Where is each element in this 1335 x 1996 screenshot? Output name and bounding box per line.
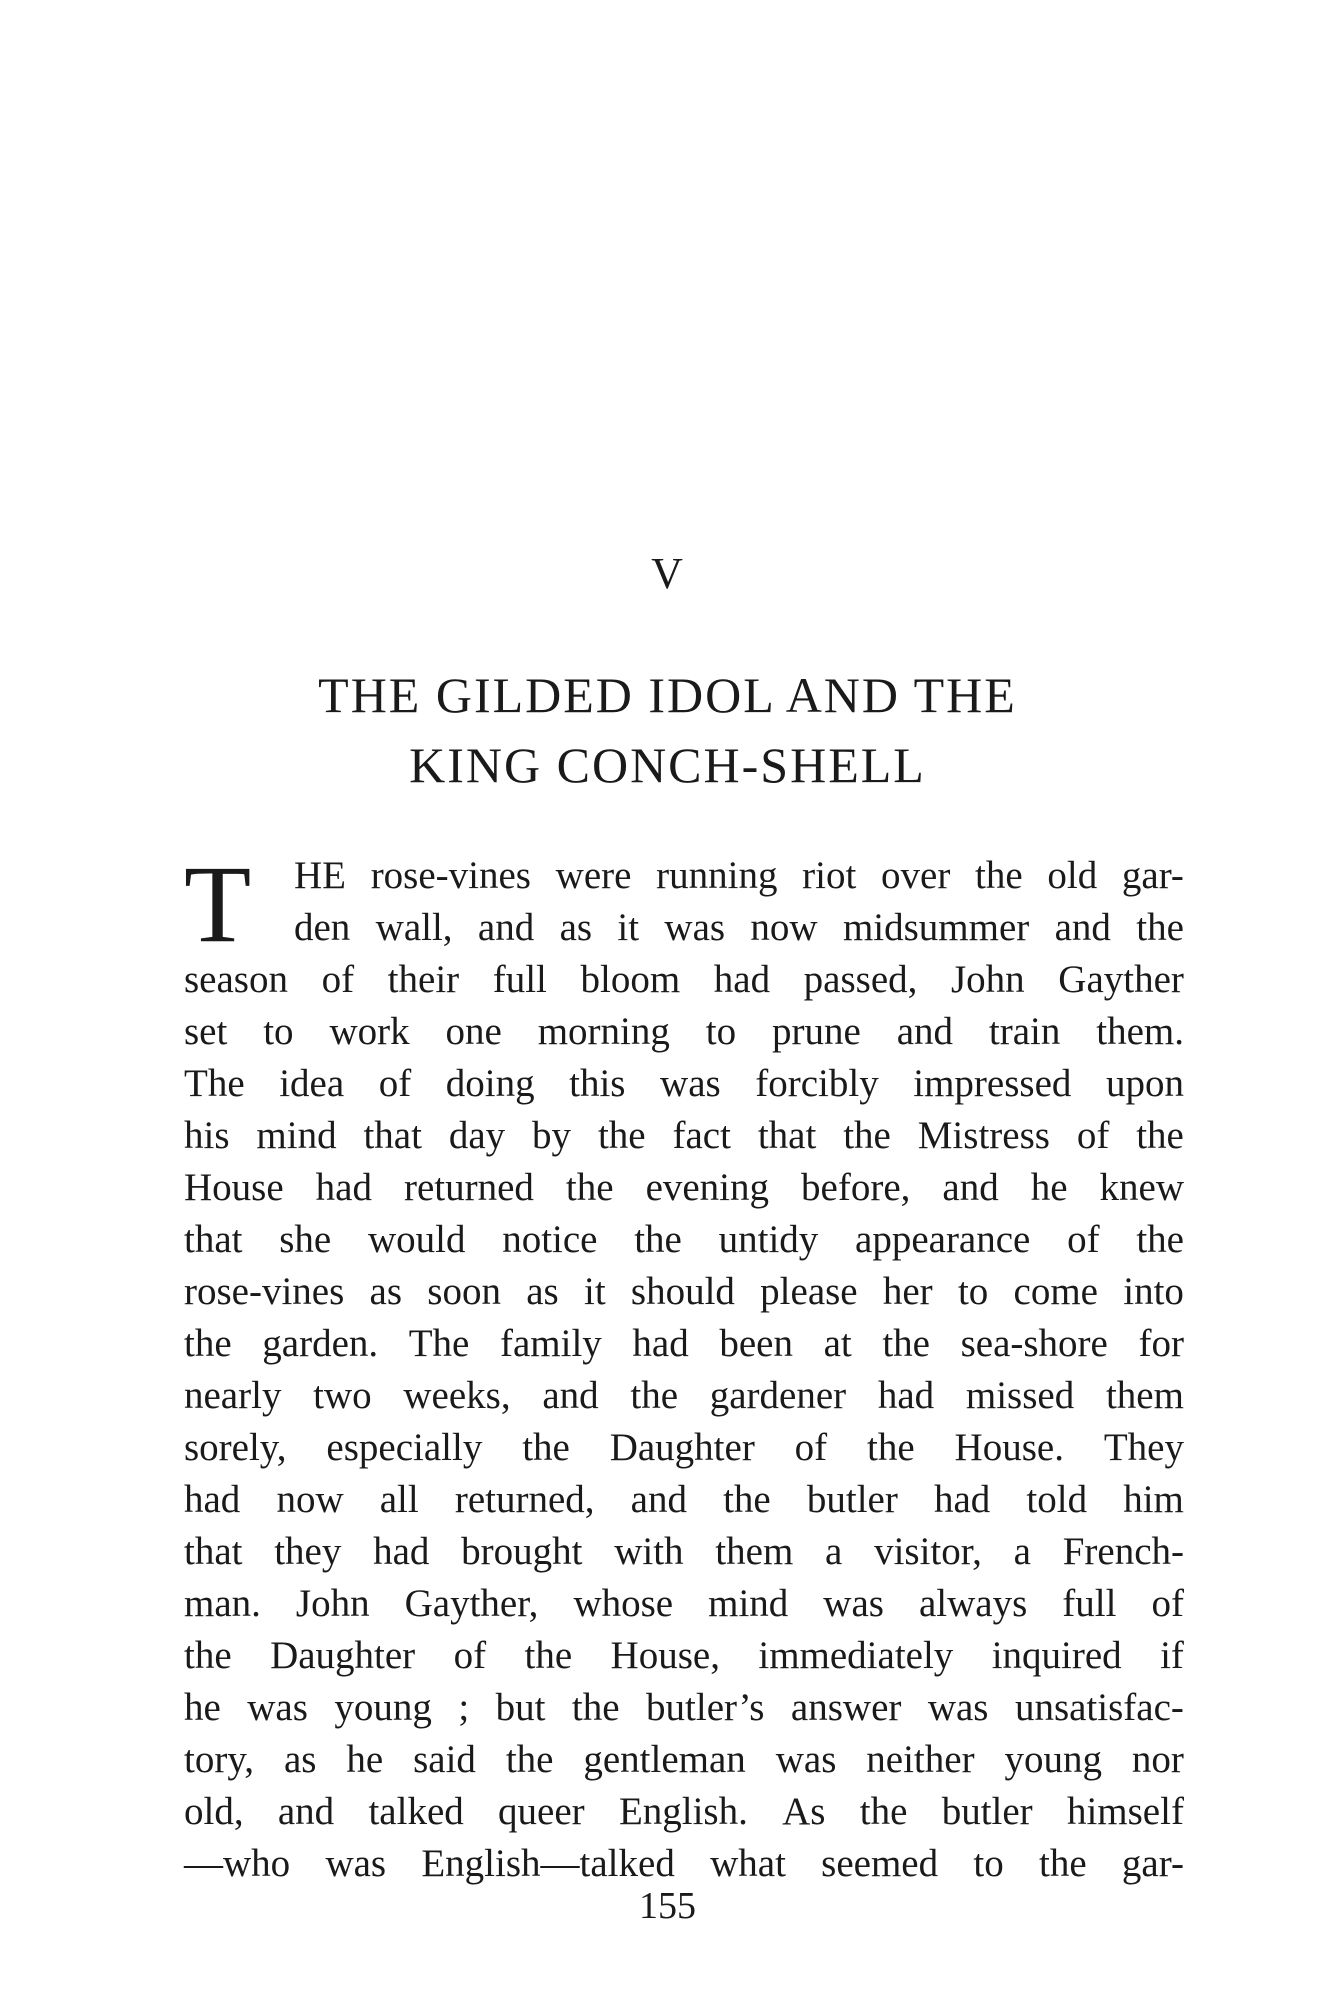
word: the bbox=[630, 1374, 679, 1417]
word: one bbox=[445, 1010, 502, 1053]
chapter-title bbox=[0, 660, 1335, 800]
word: fact bbox=[672, 1114, 731, 1157]
word: midsummer bbox=[842, 906, 1030, 949]
word: he bbox=[184, 1686, 221, 1729]
word: the bbox=[505, 1738, 554, 1781]
word: but bbox=[495, 1686, 546, 1729]
word: the bbox=[867, 1426, 915, 1469]
word: all bbox=[379, 1478, 419, 1521]
word: upon bbox=[1105, 1062, 1184, 1105]
word: especially bbox=[326, 1426, 483, 1469]
word: of bbox=[453, 1634, 487, 1677]
word: weeks, bbox=[403, 1374, 511, 1417]
word: Daughter bbox=[270, 1634, 416, 1677]
word: old bbox=[1047, 854, 1098, 897]
text-line bbox=[184, 1734, 1184, 1786]
text-line bbox=[184, 1266, 1184, 1318]
word: young bbox=[1004, 1738, 1102, 1781]
word: told bbox=[1026, 1478, 1088, 1521]
word: to bbox=[957, 1270, 989, 1313]
word: man. bbox=[184, 1582, 261, 1625]
word: nearly bbox=[184, 1374, 282, 1417]
word: butler’s bbox=[646, 1686, 765, 1729]
word: his bbox=[184, 1114, 230, 1157]
word: them bbox=[1105, 1374, 1184, 1417]
word: tory, bbox=[184, 1738, 255, 1781]
word: that bbox=[184, 1218, 243, 1261]
word: was bbox=[927, 1686, 989, 1729]
word: the bbox=[1136, 1114, 1184, 1157]
word: young bbox=[334, 1686, 432, 1729]
word: answer bbox=[790, 1686, 902, 1729]
word: of bbox=[1067, 1218, 1100, 1261]
word: to bbox=[973, 1842, 1004, 1885]
word: family bbox=[499, 1322, 602, 1365]
word: it bbox=[583, 1270, 606, 1313]
word: it bbox=[617, 906, 640, 949]
word: passed, bbox=[803, 958, 918, 1001]
text-line bbox=[184, 1162, 1184, 1214]
word: that bbox=[363, 1114, 422, 1157]
word: at bbox=[823, 1322, 852, 1365]
word: English. bbox=[618, 1790, 748, 1833]
word: should bbox=[630, 1270, 735, 1313]
word: bloom bbox=[580, 958, 681, 1001]
word: Daughter bbox=[609, 1426, 755, 1469]
word: doing bbox=[445, 1062, 535, 1105]
word: They bbox=[1103, 1426, 1184, 1469]
word: been bbox=[719, 1322, 793, 1365]
word: that bbox=[184, 1530, 243, 1573]
word: him bbox=[1123, 1478, 1184, 1521]
word: soon bbox=[427, 1270, 501, 1313]
word: den bbox=[294, 906, 351, 949]
word: and bbox=[942, 1166, 999, 1209]
word: inquired bbox=[991, 1634, 1122, 1677]
word: the bbox=[524, 1634, 573, 1677]
word: he bbox=[1030, 1166, 1068, 1209]
word: himself bbox=[1066, 1790, 1184, 1833]
word: riot bbox=[802, 854, 857, 897]
word: John bbox=[951, 958, 1025, 1001]
word: had bbox=[373, 1530, 430, 1573]
word: train bbox=[988, 1010, 1061, 1053]
word: what bbox=[710, 1842, 786, 1885]
word: idea bbox=[279, 1062, 345, 1105]
word: into bbox=[1123, 1270, 1184, 1313]
word: sea-shore bbox=[960, 1322, 1108, 1365]
word: the bbox=[522, 1426, 570, 1469]
word: they bbox=[274, 1530, 342, 1573]
word: a bbox=[825, 1530, 843, 1573]
word: missed bbox=[965, 1374, 1075, 1417]
word: please bbox=[760, 1270, 858, 1313]
word: gar- bbox=[1121, 1842, 1184, 1885]
word: the bbox=[184, 1322, 232, 1365]
word: was bbox=[325, 1842, 387, 1885]
word: and bbox=[542, 1374, 599, 1417]
word: the bbox=[1039, 1842, 1087, 1885]
word: of bbox=[378, 1062, 412, 1105]
word: always bbox=[918, 1582, 1028, 1625]
word: was bbox=[660, 1062, 721, 1105]
word: full bbox=[1062, 1582, 1117, 1625]
word: he bbox=[346, 1738, 384, 1781]
word: English—talked bbox=[421, 1842, 675, 1885]
word: Mistress bbox=[917, 1114, 1050, 1157]
word: House bbox=[184, 1166, 284, 1209]
word: wall, bbox=[375, 906, 453, 949]
word: The bbox=[408, 1322, 470, 1365]
text-line bbox=[184, 1682, 1184, 1734]
word: with bbox=[614, 1530, 684, 1573]
word: gentleman bbox=[583, 1738, 746, 1781]
word: ; bbox=[458, 1686, 470, 1729]
word: mind bbox=[708, 1582, 789, 1625]
text-line bbox=[184, 1630, 1184, 1682]
word: of bbox=[1076, 1114, 1110, 1157]
word: and bbox=[277, 1790, 335, 1833]
word: seemed bbox=[821, 1842, 939, 1885]
text-line bbox=[184, 1006, 1184, 1058]
word: as bbox=[559, 906, 593, 949]
word: morning bbox=[537, 1010, 670, 1053]
word: impressed bbox=[913, 1062, 1072, 1105]
word: forcibly bbox=[755, 1062, 879, 1105]
word: them. bbox=[1096, 1010, 1184, 1053]
word: come bbox=[1013, 1270, 1098, 1313]
text-line bbox=[184, 1370, 1184, 1422]
word: unsatisfac- bbox=[1014, 1686, 1184, 1729]
text-line bbox=[184, 1058, 1184, 1110]
text-line bbox=[184, 954, 1184, 1006]
word: she bbox=[279, 1218, 332, 1261]
word: now bbox=[750, 906, 818, 949]
word: brought bbox=[461, 1530, 583, 1573]
word: of bbox=[1151, 1582, 1184, 1625]
word: Gayther bbox=[1058, 958, 1184, 1001]
word: returned, bbox=[454, 1478, 595, 1521]
chapter-title-line-1: THE GILDED IDOL AND THE bbox=[318, 667, 1017, 723]
word: now bbox=[276, 1478, 344, 1521]
text-line bbox=[184, 1110, 1184, 1162]
word: As bbox=[782, 1790, 826, 1833]
word: season bbox=[184, 958, 288, 1001]
word: rose-vines bbox=[370, 854, 531, 897]
word: to bbox=[263, 1010, 294, 1053]
text-line bbox=[184, 1786, 1184, 1838]
word: full bbox=[492, 958, 547, 1001]
word: and bbox=[477, 906, 535, 949]
word: gar- bbox=[1121, 854, 1184, 897]
word: butler bbox=[806, 1478, 898, 1521]
word: and bbox=[1054, 906, 1111, 949]
word: before, bbox=[801, 1166, 911, 1209]
word: the bbox=[843, 1114, 891, 1157]
word: the bbox=[723, 1478, 771, 1521]
word: gardener bbox=[709, 1374, 847, 1417]
word: of bbox=[794, 1426, 828, 1469]
word: this bbox=[569, 1062, 626, 1105]
word: the bbox=[597, 1114, 646, 1157]
word: and bbox=[896, 1010, 954, 1053]
drop-cap: T bbox=[184, 843, 252, 965]
word: untidy bbox=[718, 1218, 819, 1261]
word: House, bbox=[610, 1634, 720, 1677]
word: a bbox=[1013, 1530, 1031, 1573]
word: notice bbox=[502, 1218, 598, 1261]
word: to bbox=[705, 1010, 737, 1053]
word: appearance bbox=[855, 1218, 1031, 1261]
text-line bbox=[184, 850, 1184, 902]
word: rose-vines bbox=[184, 1270, 345, 1313]
word: —who bbox=[184, 1842, 291, 1885]
word: their bbox=[387, 958, 460, 1001]
word: House. bbox=[954, 1426, 1064, 1469]
word: talked bbox=[368, 1790, 464, 1833]
word: that bbox=[757, 1114, 817, 1157]
word: old, bbox=[184, 1790, 244, 1833]
text-line bbox=[184, 1838, 1184, 1890]
text-line bbox=[184, 1422, 1184, 1474]
body-text bbox=[184, 843, 1184, 1890]
word: were bbox=[555, 854, 632, 897]
word: The bbox=[184, 1062, 245, 1105]
word: had bbox=[184, 1478, 241, 1521]
word: if bbox=[1160, 1634, 1184, 1677]
word: set bbox=[184, 1010, 228, 1053]
word: mind bbox=[256, 1114, 337, 1157]
word: for bbox=[1138, 1322, 1184, 1365]
word: John bbox=[295, 1582, 370, 1625]
word: prune bbox=[772, 1010, 861, 1053]
word: immediately bbox=[758, 1634, 954, 1677]
word: nor bbox=[1131, 1738, 1184, 1781]
word: butler bbox=[941, 1790, 1033, 1833]
word: knew bbox=[1099, 1166, 1184, 1209]
word: the bbox=[634, 1218, 682, 1261]
word: sorely, bbox=[184, 1426, 287, 1469]
text-line bbox=[184, 1578, 1184, 1630]
word: neither bbox=[866, 1738, 975, 1781]
word: work bbox=[329, 1010, 410, 1053]
word: the bbox=[184, 1634, 232, 1677]
word: had bbox=[632, 1322, 689, 1365]
word: them bbox=[715, 1530, 794, 1573]
word: Gayther, bbox=[404, 1582, 539, 1625]
word: whose bbox=[573, 1582, 674, 1625]
word: said bbox=[413, 1738, 476, 1781]
word: the bbox=[1136, 906, 1184, 949]
text-line bbox=[184, 1214, 1184, 1266]
word: had bbox=[315, 1166, 372, 1209]
word: was bbox=[775, 1738, 837, 1781]
word: had bbox=[713, 958, 771, 1001]
word: the bbox=[1136, 1218, 1184, 1261]
text-line bbox=[184, 1318, 1184, 1370]
word: as bbox=[526, 1270, 559, 1313]
word: running bbox=[656, 854, 778, 897]
word: had bbox=[877, 1374, 935, 1417]
word: her bbox=[882, 1270, 933, 1313]
word: evening bbox=[645, 1166, 770, 1209]
word: two bbox=[313, 1374, 372, 1417]
word: as bbox=[369, 1270, 403, 1313]
word: by bbox=[532, 1114, 572, 1157]
word: the bbox=[859, 1790, 908, 1833]
word: French- bbox=[1062, 1530, 1184, 1573]
page-number: 155 bbox=[639, 1885, 696, 1927]
word: was bbox=[664, 906, 726, 949]
word: as bbox=[283, 1738, 317, 1781]
word: the bbox=[571, 1686, 620, 1729]
word: visitor, bbox=[874, 1530, 982, 1573]
word: would bbox=[367, 1218, 466, 1261]
word: queer bbox=[498, 1790, 585, 1833]
word: was bbox=[247, 1686, 308, 1729]
text-line bbox=[184, 1526, 1184, 1578]
text-line bbox=[184, 902, 1184, 954]
word: garden. bbox=[262, 1322, 379, 1365]
text-line bbox=[184, 1474, 1184, 1526]
word: the bbox=[975, 854, 1023, 897]
word: of bbox=[321, 958, 355, 1001]
word: the bbox=[882, 1322, 930, 1365]
word: HE bbox=[294, 854, 346, 897]
word: was bbox=[823, 1582, 884, 1625]
word: over bbox=[881, 854, 951, 897]
chapter-title-line-2: KING CONCH-SHELL bbox=[409, 737, 926, 793]
word: returned bbox=[403, 1166, 534, 1209]
word: had bbox=[933, 1478, 991, 1521]
word: day bbox=[448, 1114, 506, 1157]
chapter-number: V bbox=[651, 549, 684, 598]
word: and bbox=[630, 1478, 687, 1521]
word: the bbox=[565, 1166, 614, 1209]
